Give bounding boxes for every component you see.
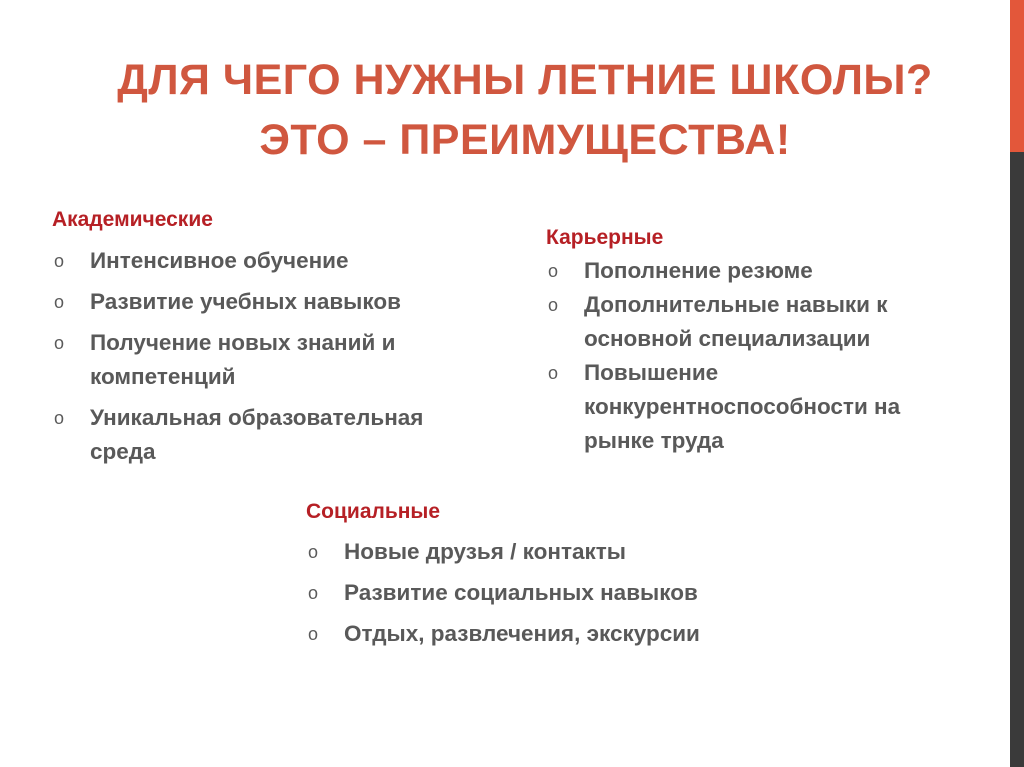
section-heading-academic: Академические xyxy=(52,208,213,231)
slide-title-line-1: ДЛЯ ЧЕГО НУЖНЫ ЛЕТНИЕ ШКОЛЫ? xyxy=(117,56,933,104)
slide-title xyxy=(80,50,970,170)
list-item xyxy=(52,244,492,278)
accent-bar-bottom xyxy=(1010,152,1024,767)
list-item-text: Уникальная образовательная среда xyxy=(90,405,424,464)
list-item xyxy=(306,617,826,651)
list-social xyxy=(306,535,826,658)
list-item xyxy=(546,288,966,356)
list-item xyxy=(546,356,966,458)
list-item xyxy=(546,254,966,288)
list-item-text: Повышение конкурентноспособности на рынке труда xyxy=(584,360,901,453)
list-item xyxy=(52,401,492,469)
bullet-icon: o xyxy=(54,333,65,353)
list-item-text: Развитие учебных навыков xyxy=(90,289,401,314)
bullet-icon: o xyxy=(548,295,559,315)
list-item xyxy=(306,576,826,610)
section-heading-career: Карьерные xyxy=(546,226,664,249)
list-item xyxy=(52,285,492,319)
bullet-icon: o xyxy=(54,251,65,271)
list-item-text: Отдых, развлечения, экскурсии xyxy=(344,621,700,646)
list-item-text: Интенсивное обучение xyxy=(90,248,349,273)
list-item-text: Развитие социальных навыков xyxy=(344,580,698,605)
slide-title-line-2: ЭТО – ПРЕИМУЩЕСТВА! xyxy=(259,116,791,164)
list-item-text: Получение новых знаний и компетенций xyxy=(90,330,396,389)
section-heading-social: Социальные xyxy=(306,500,441,523)
bullet-icon: o xyxy=(308,624,319,644)
list-item xyxy=(306,535,826,569)
bullet-icon: o xyxy=(548,261,559,281)
list-item-text: Новые друзья / контакты xyxy=(344,539,626,564)
list-item xyxy=(52,326,492,394)
bullet-icon: o xyxy=(308,583,319,603)
bullet-icon: o xyxy=(308,542,319,562)
list-item-text: Дополнительные навыки к основной специализации xyxy=(584,292,888,351)
list-item-text: Пополнение резюме xyxy=(584,258,813,283)
bullet-icon: o xyxy=(54,408,65,428)
accent-bar-top xyxy=(1010,0,1024,152)
bullet-icon: o xyxy=(548,363,559,383)
bullet-icon: o xyxy=(54,292,65,312)
list-academic xyxy=(52,244,492,476)
list-career xyxy=(546,254,966,458)
